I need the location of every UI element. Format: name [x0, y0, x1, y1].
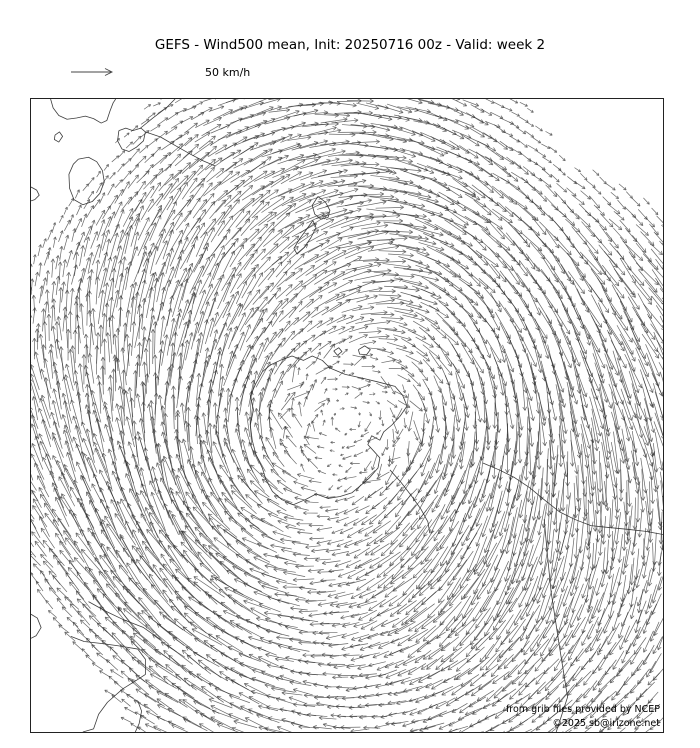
- credits: [506, 703, 660, 731]
- credit-copyright: ©2025 sb@irizone.net: [552, 718, 660, 729]
- wind-vector-field-canvas: [31, 99, 663, 732]
- credit-source: from grib files provided by NCEP: [505, 704, 660, 715]
- scale-label: 50 km/h: [205, 66, 251, 79]
- scale-arrow-icon: [70, 65, 130, 79]
- map-plot-area: [30, 98, 664, 733]
- wind-scale-legend: [70, 64, 330, 82]
- chart-title: GEFS - Wind500 mean, Init: 20250716 00z - Valid: week 2: [154, 37, 546, 53]
